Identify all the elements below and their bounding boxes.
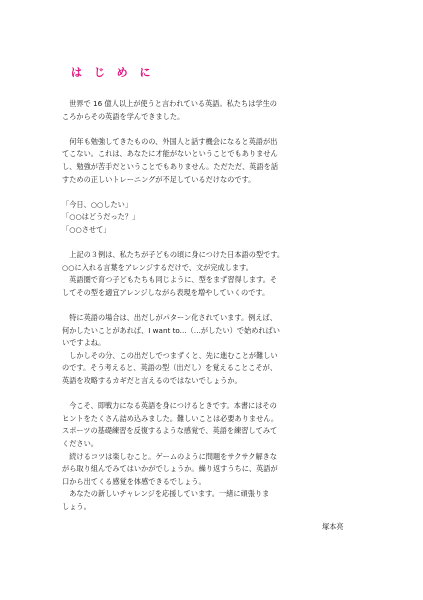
- paragraph-line: いですよね。: [62, 338, 106, 348]
- paragraph-line: 何年も勉強してきたものの、外国人と話す機会になると英語が出: [62, 136, 278, 146]
- paragraph-line: しょう。: [62, 502, 91, 511]
- paragraph-line: 「○○させて」: [62, 224, 111, 234]
- paragraph-line: すための正しいトレーニングが不足しているだけなのです。: [62, 174, 256, 184]
- paragraph-line: し、勉強が苦手だということでもありません。ただただ、英語を話: [62, 161, 279, 171]
- paragraph-line: あなたの新しいチャレンジを応援しています。一緒に頑張りま: [62, 489, 270, 499]
- paragraph-line: のです。そう考えると、英語の型（出だし）を覚えることこそが、: [62, 363, 278, 373]
- paragraph-line: ○○に入れる言葉をアレンジするだけで、文が完成します。: [62, 262, 253, 272]
- paragraph-line: 英語を攻略するカギだと言えるのではないでしょうか。: [62, 376, 242, 386]
- paragraph-line: 上記の３例は、私たちが子どもの頃に身につけた日本語の型です。: [62, 250, 285, 260]
- paragraph-line: 世界で 16 億人以上が使うと言われている英語。私たちは学生の: [62, 99, 277, 108]
- paragraph-gap: [62, 300, 362, 313]
- page-heading: は じ め に: [71, 66, 155, 79]
- paragraph-line: しかしその分、この出だしでつまずくと、先に進むことが難しい: [62, 350, 278, 360]
- author-signature: 塚本亮: [322, 522, 344, 531]
- paragraph-line: 口から出てくる感覚を体感できるでしょう。: [62, 476, 206, 486]
- paragraph-line: 今こそ、即戦力になる英語を身につけるときです。本書にはその: [62, 401, 277, 411]
- paragraph-line: してその型を適宜アレンジしながら表現を増やしていくのです。: [62, 287, 270, 297]
- paragraph-line: がら取り組んでみてはいかがでしょうか。繰り返すうちに、英語が: [62, 464, 278, 474]
- paragraph-line: 英語圏で育つ子どもたちも同じように、型をまず習得します。そ: [62, 275, 278, 285]
- paragraph-gap: [62, 237, 362, 250]
- paragraph-gap: [62, 123, 362, 136]
- paragraph-line: スポーツの基礎練習を反復するような感覚で、英語を練習してみて: [62, 426, 278, 436]
- paragraph-line: 「今日、○○したい」: [62, 199, 133, 209]
- paragraph-gap: [62, 186, 362, 199]
- body-text: [62, 98, 362, 514]
- paragraph-line: ころからその英語を学んできました。: [62, 111, 185, 121]
- paragraph-gap: [62, 388, 362, 401]
- paragraph-line: 「○○はどうだった？」: [62, 212, 140, 222]
- paragraph-line: 何かしたいことがあれば、I want to...（…がしたい）で始めればい: [62, 325, 280, 335]
- paragraph-line: 続けるコツは楽しむこと。ゲームのように問題をサクサク解きな: [62, 451, 278, 461]
- paragraph-line: てこない。これは、あなたに才能がないということでもありません: [62, 149, 278, 159]
- paragraph-line: ください。: [62, 439, 98, 449]
- paragraph-line: ヒントをたくさん詰め込みました。難しいことは必要ありません。: [62, 413, 279, 423]
- paragraph-line: 特に英語の場合は、出だしがパターン化されています。例えば、: [62, 313, 277, 323]
